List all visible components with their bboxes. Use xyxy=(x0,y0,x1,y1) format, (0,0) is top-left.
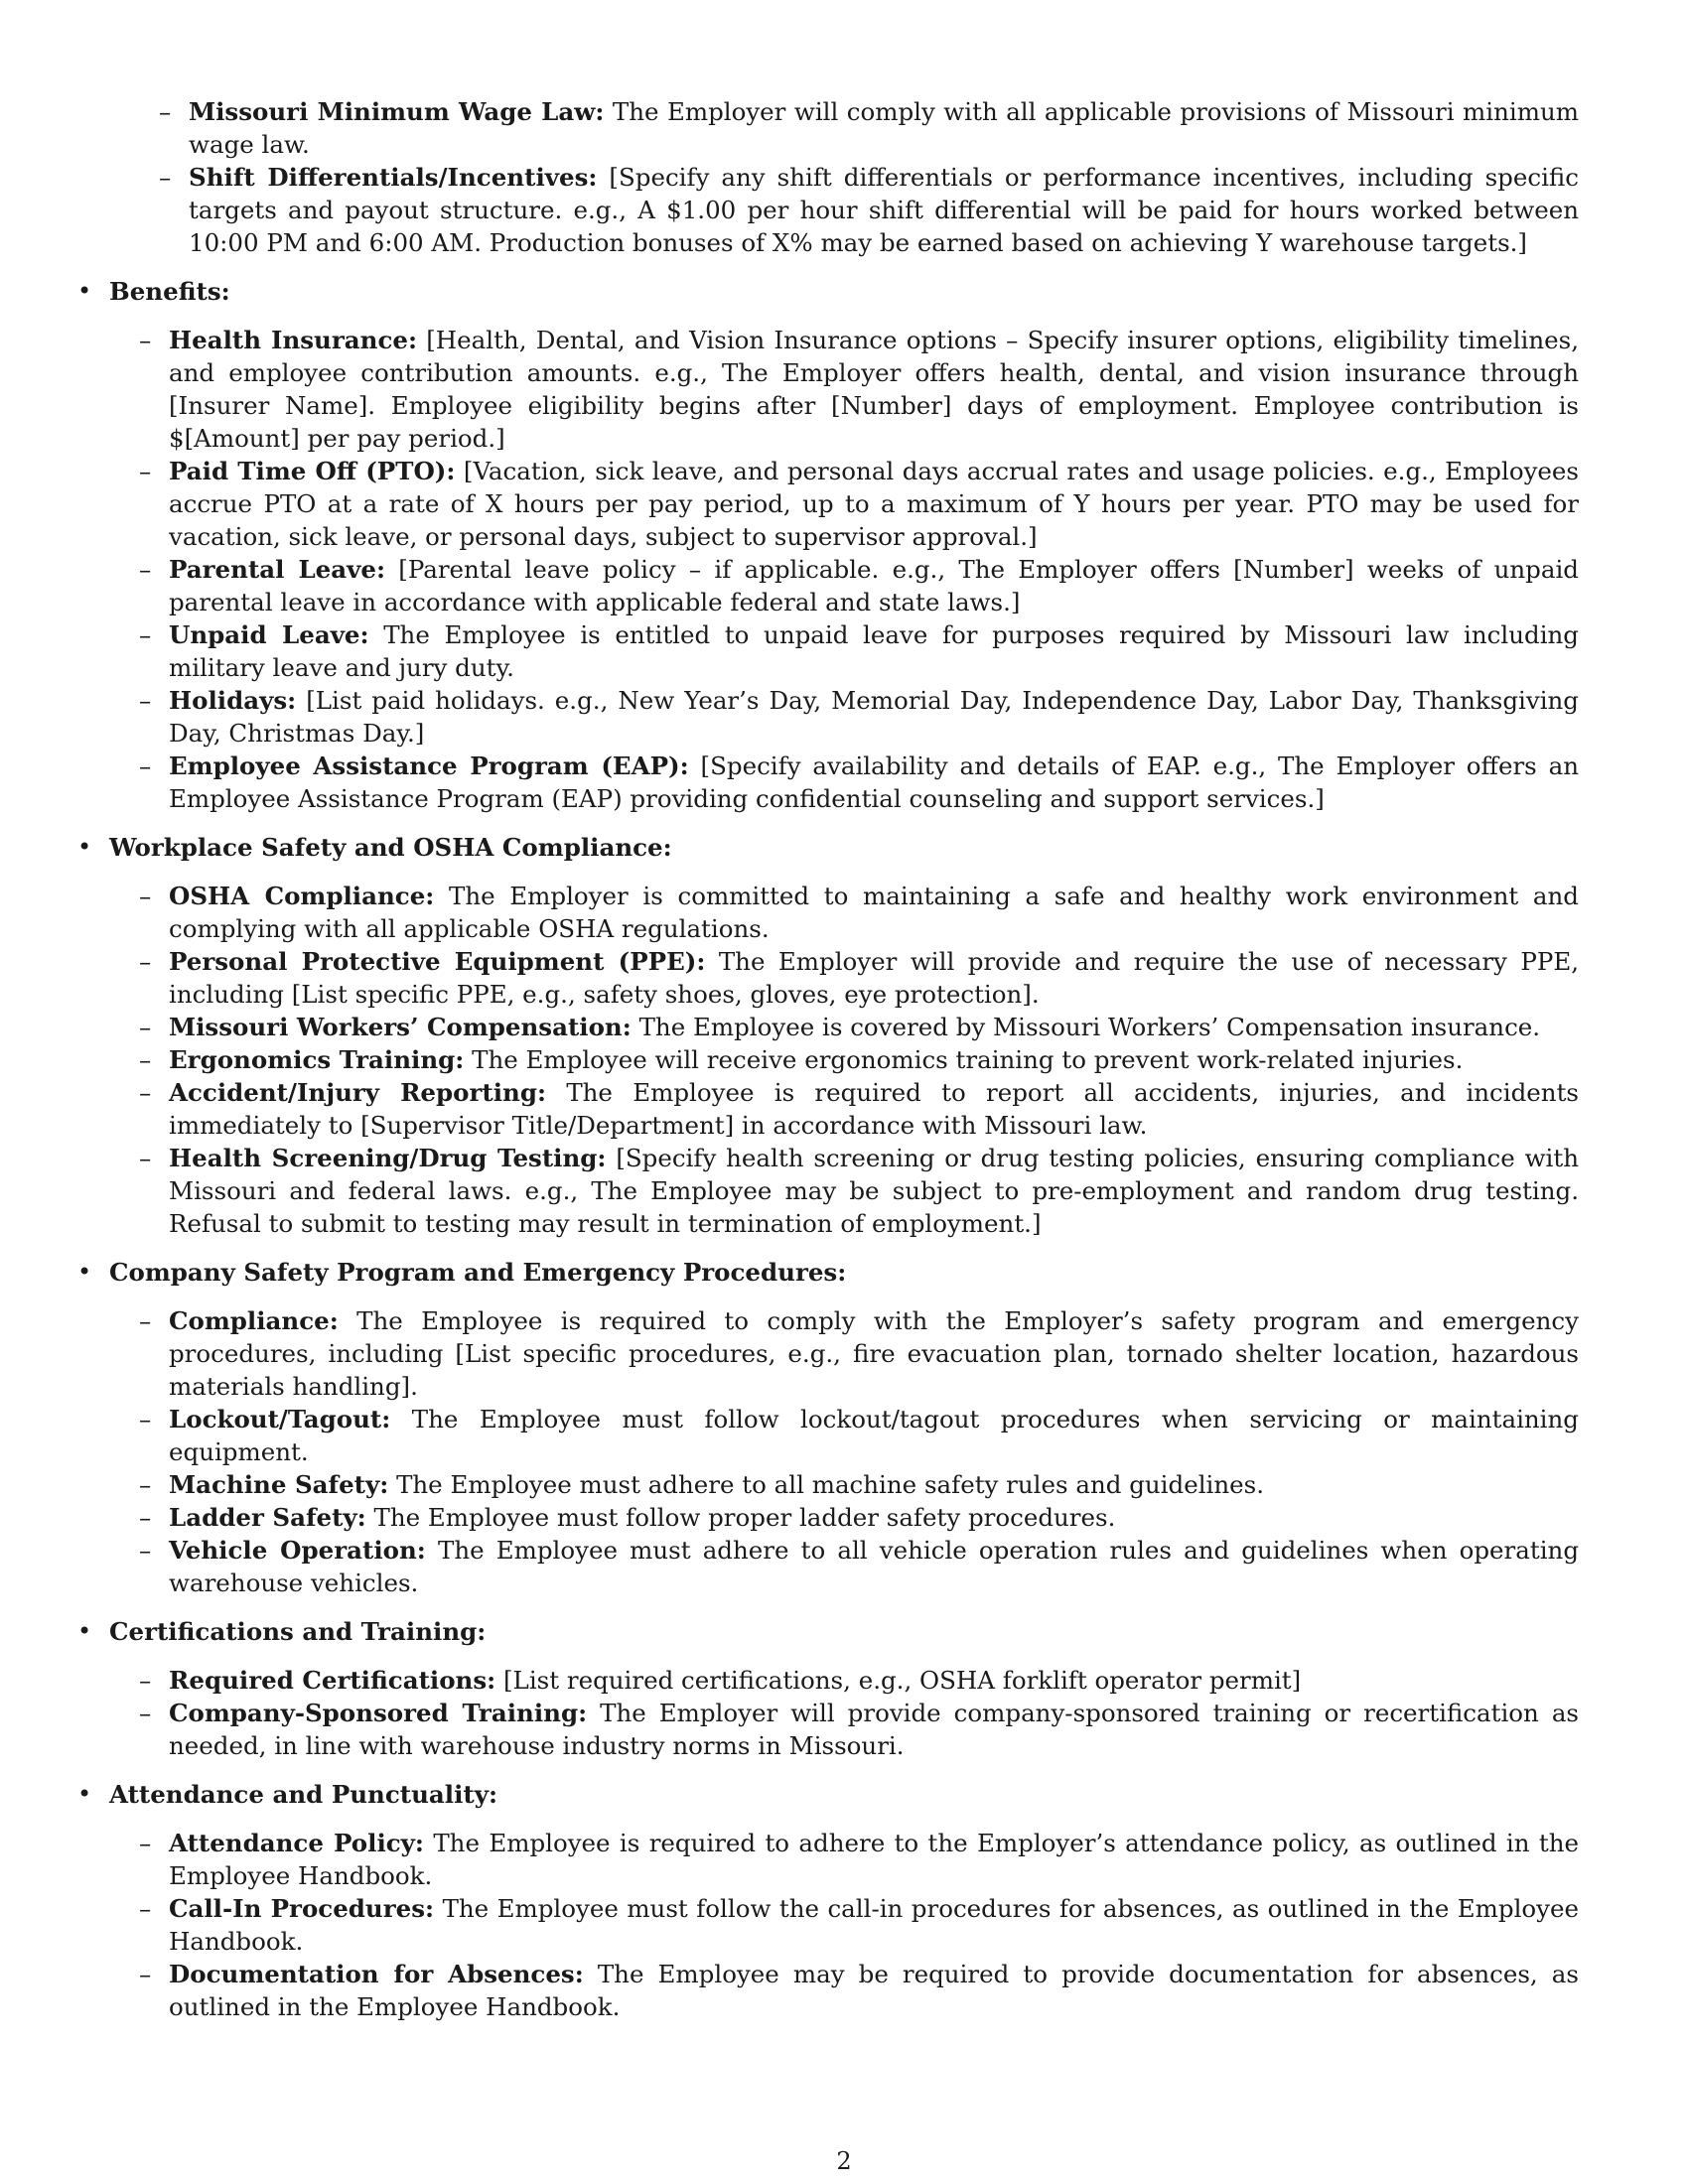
item-label: Missouri Minimum Wage Law: xyxy=(189,97,605,126)
list-item xyxy=(139,684,1579,750)
item-text: The Employer is committed to maintaining a safe and healthy work environment and complying with all applicable OSHA regulations. xyxy=(169,882,1579,943)
sub-list xyxy=(139,324,1579,815)
dash-marker: – xyxy=(139,1666,152,1695)
item-text: The Employee will receive ergonomics training to prevent work-related injuries. xyxy=(472,1045,1464,1074)
dash-marker: – xyxy=(139,555,152,584)
item-label: Machine Safety: xyxy=(169,1470,389,1499)
list-item xyxy=(139,1697,1579,1762)
item-text: [Health, Dental, and Vision Insurance options – Specify insurer options, eligibility timelines, and employee contribution amounts. e.g., The Employer offers health, dental, and vision insurance through [Insurer Name]. Employee eligibility begins after [Number] days of employment. Employee contribution is $[Amount] per pay period.] xyxy=(169,326,1579,453)
dash-marker: – xyxy=(139,620,152,649)
bullet-marker: • xyxy=(77,833,92,861)
item-label: Personal Protective Equipment (PPE): xyxy=(169,947,706,976)
list-item xyxy=(139,1076,1579,1142)
item-label: Ergonomics Training: xyxy=(169,1045,465,1074)
item-text: The Employee is entitled to unpaid leave for purposes required by Missouri law including military leave and jury duty. xyxy=(169,620,1579,682)
section-title: Company Safety Program and Emergency Procedures: xyxy=(109,1258,847,1287)
section-title: Certifications and Training: xyxy=(109,1617,487,1646)
item-label: Accident/Injury Reporting: xyxy=(169,1078,547,1107)
item-label: Missouri Workers’ Compensation: xyxy=(169,1013,632,1041)
item-text: The Employee is covered by Missouri Workers’ Compensation insurance. xyxy=(638,1013,1541,1041)
item-label: OSHA Compliance: xyxy=(169,882,435,910)
section xyxy=(70,1256,1579,1599)
dash-marker: – xyxy=(159,97,172,126)
dash-marker: – xyxy=(139,457,152,485)
item-label: Lockout/Tagout: xyxy=(169,1405,391,1433)
item-label: Company-Sponsored Training: xyxy=(169,1699,588,1727)
item-label: Documentation for Absences: xyxy=(169,1960,584,1988)
list-item xyxy=(139,1664,1579,1697)
item-text: The Employee must adhere to all vehicle operation rules and guidelines when operating warehouse vehicles. xyxy=(169,1536,1580,1597)
section xyxy=(70,1615,1579,1762)
dash-marker: – xyxy=(139,686,152,715)
item-label: Vehicle Operation: xyxy=(169,1536,426,1565)
dash-marker: – xyxy=(139,1306,152,1335)
dash-marker: – xyxy=(139,751,152,780)
dash-marker: – xyxy=(139,1078,152,1107)
section xyxy=(70,831,1579,1240)
item-label: Holidays: xyxy=(169,686,297,715)
item-text: [Vacation, sick leave, and personal days accrual rates and usage policies. e.g., Employees accrue PTO at a rate of X hours per pay period, up to a maximum of Y hours per year. PTO may be used for vacation, sick leave, or personal days, subject to supervisor approval.] xyxy=(169,457,1579,551)
sections-container xyxy=(77,275,1580,2023)
item-text: The Employee must follow lockout/tagout procedures when servicing or maintaining equipment. xyxy=(169,1405,1579,1466)
sub-list xyxy=(139,1827,1579,2023)
list-item xyxy=(139,1142,1579,1240)
item-text: The Employee must follow proper ladder safety procedures. xyxy=(373,1503,1116,1532)
bullet-marker: • xyxy=(77,1617,92,1645)
item-text: [Specify health screening or drug testing policies, ensuring compliance with Missouri and federal laws. e.g., The Employee may be subject to pre-employment and random drug testing. Refusal to submit to testing may result in termination of employment.] xyxy=(169,1144,1579,1238)
dash-marker: – xyxy=(139,1699,152,1727)
dash-marker: – xyxy=(139,947,152,976)
item-text: The Employee is required to adhere to the Employer’s attendance policy, as outlined in the Employee Handbook. xyxy=(169,1829,1579,1890)
item-label: Compliance: xyxy=(169,1306,339,1335)
dash-marker: – xyxy=(139,1144,152,1172)
top-sub-list xyxy=(159,95,1579,259)
dash-marker: – xyxy=(139,1405,152,1433)
section-title: Benefits: xyxy=(109,277,230,306)
bullet-marker: • xyxy=(77,277,92,305)
item-text: The Employer will provide company-sponsored training or recertification as needed, in line with warehouse industry norms in Missouri. xyxy=(169,1699,1579,1760)
item-label: Employee Assistance Program (EAP): xyxy=(169,751,689,780)
item-label: Health Insurance: xyxy=(169,326,418,354)
list-item xyxy=(139,1304,1579,1403)
list-item xyxy=(139,1011,1579,1043)
item-text: [Parental leave policy – if applicable. e.g., The Employer offers [Number] weeks of unpaid parental leave in accordance with applicable federal and state laws.] xyxy=(169,555,1579,616)
dash-marker: – xyxy=(139,1045,152,1074)
section xyxy=(70,1778,1579,2023)
document-body xyxy=(77,95,1580,2039)
list-item xyxy=(139,1892,1579,1958)
dash-marker: – xyxy=(139,1503,152,1532)
item-label: Paid Time Off (PTO): xyxy=(169,457,456,485)
dash-marker: – xyxy=(139,1470,152,1499)
bullet-marker: • xyxy=(77,1258,92,1286)
list-item xyxy=(139,1403,1579,1468)
item-label: Shift Differentials/Incentives: xyxy=(189,163,598,192)
item-label: Call-In Procedures: xyxy=(169,1894,435,1923)
item-text: The Employee must adhere to all machine safety rules and guidelines. xyxy=(396,1470,1265,1499)
list-item xyxy=(139,1043,1579,1076)
item-text: The Employee may be required to provide documentation for absences, as outlined in the Employee Handbook. xyxy=(169,1960,1579,2021)
bullet-marker: • xyxy=(77,1780,92,1808)
item-text: The Employee must follow the call-in procedures for absences, as outlined in the Employee Handbook. xyxy=(169,1894,1579,1956)
list-item xyxy=(139,1534,1580,1599)
item-text: [Specify availability and details of EAP. e.g., The Employer offers an Employee Assistance Program (EAP) providing confidential counseling and support services.] xyxy=(169,751,1579,813)
dash-marker: – xyxy=(139,1894,152,1923)
list-item xyxy=(159,161,1579,259)
sub-list xyxy=(139,880,1579,1240)
list-item xyxy=(139,553,1579,618)
dash-marker: – xyxy=(139,1013,152,1041)
section xyxy=(70,275,1579,815)
list-item xyxy=(139,324,1579,455)
section-title: Attendance and Punctuality: xyxy=(109,1780,497,1809)
list-item xyxy=(139,1501,1579,1534)
list-item xyxy=(139,455,1579,553)
item-text: [List paid holidays. e.g., New Year’s Day, Memorial Day, Independence Day, Labor Day, Thanksgiving Day, Christmas Day.] xyxy=(169,686,1579,748)
item-text: The Employer will comply with all applicable provisions of Missouri minimum wage law. xyxy=(189,97,1579,159)
section-title: Workplace Safety and OSHA Compliance: xyxy=(109,833,672,862)
list-item xyxy=(139,880,1579,945)
dash-marker: – xyxy=(139,326,152,354)
list-item xyxy=(159,95,1579,161)
item-label: Attendance Policy: xyxy=(169,1829,424,1857)
list-item xyxy=(139,1958,1579,2023)
dash-marker: – xyxy=(139,1829,152,1857)
list-item xyxy=(139,1468,1579,1501)
sub-list xyxy=(139,1304,1580,1599)
item-text: The Employee is required to report all accidents, injuries, and incidents immediately to [Supervisor Title/Department] in accordance with Missouri law. xyxy=(169,1078,1579,1140)
item-label: Ladder Safety: xyxy=(169,1503,366,1532)
item-label: Required Certifications: xyxy=(169,1666,496,1695)
list-item xyxy=(139,618,1579,684)
item-text: The Employee is required to comply with the Employer’s safety program and emergency procedures, including [List specific procedures, e.g., fire evacuation plan, tornado shelter location, hazardous materials handling]. xyxy=(169,1306,1579,1401)
list-item xyxy=(139,750,1579,815)
item-label: Health Screening/Drug Testing: xyxy=(169,1144,607,1172)
item-text: [List required certifications, e.g., OSHA forklift operator permit] xyxy=(503,1666,1302,1695)
item-label: Parental Leave: xyxy=(169,555,386,584)
item-text: The Employer will provide and require the use of necessary PPE, including [List specific PPE, e.g., safety shoes, gloves, eye protection]. xyxy=(169,947,1579,1009)
dash-marker: – xyxy=(139,1536,152,1565)
item-label: Unpaid Leave: xyxy=(169,620,369,649)
dash-marker: – xyxy=(139,1960,152,1988)
list-item xyxy=(139,1827,1579,1892)
page-number: 2 xyxy=(836,2147,852,2175)
sub-list xyxy=(139,1664,1579,1762)
dash-marker: – xyxy=(139,882,152,910)
list-item xyxy=(139,945,1579,1011)
dash-marker: – xyxy=(159,163,172,192)
item-text: [Specify any shift differentials or performance incentives, including specific targets and payout structure. e.g., A $1.00 per hour shift differential will be paid for hours worked between 10:00 PM and 6:00 AM. Production bonuses of X% may be earned based on achieving Y warehouse targets.] xyxy=(189,163,1579,257)
